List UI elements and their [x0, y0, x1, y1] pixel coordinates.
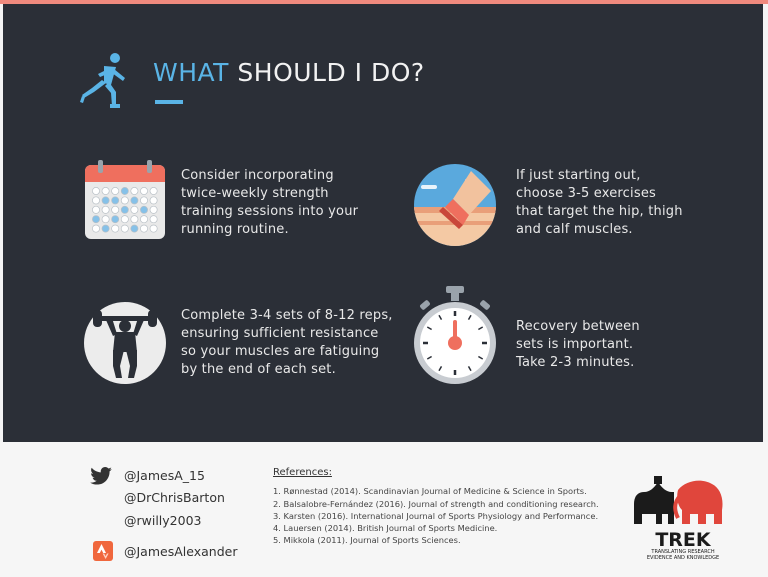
calendar-day-dot — [121, 216, 128, 223]
calendar-day-dot — [92, 197, 99, 204]
twitter-handle-1[interactable]: @JamesA_15 — [124, 468, 205, 483]
reference-2: 2. Balsalobre-Fernández (2016). Journal of strength and conditioning research. — [273, 499, 599, 509]
twitter-handle-3[interactable]: @rwilly2003 — [124, 513, 202, 528]
calendar-day-dot — [112, 225, 119, 232]
title-underline — [155, 100, 183, 104]
calendar-day-dot — [140, 216, 147, 223]
calendar-day-dot — [140, 197, 147, 204]
reference-3: 3. Karsten (2016). International Journal of Sports Physiology and Performance. — [273, 511, 599, 521]
calendar-day-dot — [150, 197, 157, 204]
calendar-day-dot — [121, 206, 128, 213]
calendar-day-dot — [150, 187, 157, 194]
calendar-day-dot — [131, 197, 138, 204]
calendar-day-dot — [131, 187, 138, 194]
calendar-day-dot — [92, 216, 99, 223]
references-heading: References: — [273, 467, 332, 478]
tip-exercises-text: If just starting out, choose 3-5 exercises that target the hip, thigh and calf muscles. — [516, 168, 683, 237]
twitter-bird-icon — [90, 467, 112, 485]
title-accent: WHAT — [153, 58, 229, 87]
calendar-day-dot — [150, 206, 157, 213]
tip-recovery-text: Recovery between sets is important. Take 2-3 minutes. — [516, 319, 640, 370]
calendar-day-dot — [92, 225, 99, 232]
reference-5: 5. Mikkola (2011). Journal of Sports Sciences. — [273, 535, 461, 545]
calendar-day-dot — [140, 187, 147, 194]
tip-sets-reps-text: Complete 3-4 sets of 8-12 reps, ensuring sufficient resistance so your muscles are fatiguing by the end of each set. — [181, 308, 393, 377]
calendar-day-dot — [102, 206, 109, 213]
calendar-day-dot — [121, 225, 128, 232]
calendar-day-dot — [92, 206, 99, 213]
calendar-day-dot — [102, 225, 109, 232]
calendar-day-dot — [121, 187, 128, 194]
trek-logo-tagline: TRANSLATING RESEARCH EVIDENCE AND KNOWLEDGE — [646, 549, 720, 561]
twitter-handle-2[interactable]: @DrChrisBarton — [124, 490, 225, 505]
calendar-day-dot — [150, 216, 157, 223]
calendar-day-dot — [102, 216, 109, 223]
strava-handle[interactable]: @JamesAlexander — [124, 544, 238, 559]
calendar-icon — [84, 160, 166, 240]
tip-strength-sessions-text: Consider incorporating twice-weekly strength training sessions into your running routine. — [181, 168, 359, 237]
calendar-day-dot — [131, 206, 138, 213]
calendar-day-dot — [131, 216, 138, 223]
running-shoe-icon — [413, 163, 497, 247]
reference-4: 4. Lauersen (2014). British Journal of Sports Medicine. — [273, 523, 498, 533]
calendar-day-dot — [112, 197, 119, 204]
calendar-day-dot — [140, 206, 147, 213]
calendar-day-dot — [150, 225, 157, 232]
weightlifter-icon — [84, 302, 166, 384]
calendar-day-dot — [112, 216, 119, 223]
calendar-day-dot — [112, 187, 119, 194]
reference-1: 1. Rønnestad (2014). Scandinavian Journal of Medicine & Science in Sports. — [273, 486, 587, 496]
calendar-day-dot — [92, 187, 99, 194]
page-title — [153, 58, 425, 87]
calendar-day-dot — [131, 225, 138, 232]
trek-logo — [628, 466, 738, 561]
strava-icon — [93, 541, 113, 561]
runner-icon — [80, 52, 128, 110]
calendar-day-dot — [102, 197, 109, 204]
title-rest: SHOULD I DO? — [228, 58, 425, 87]
calendar-day-dot — [112, 206, 119, 213]
trek-logo-name: TREK — [655, 529, 711, 551]
calendar-day-dot — [140, 225, 147, 232]
calendar-day-dot — [102, 187, 109, 194]
calendar-day-dot — [121, 197, 128, 204]
stopwatch-icon — [412, 286, 498, 386]
